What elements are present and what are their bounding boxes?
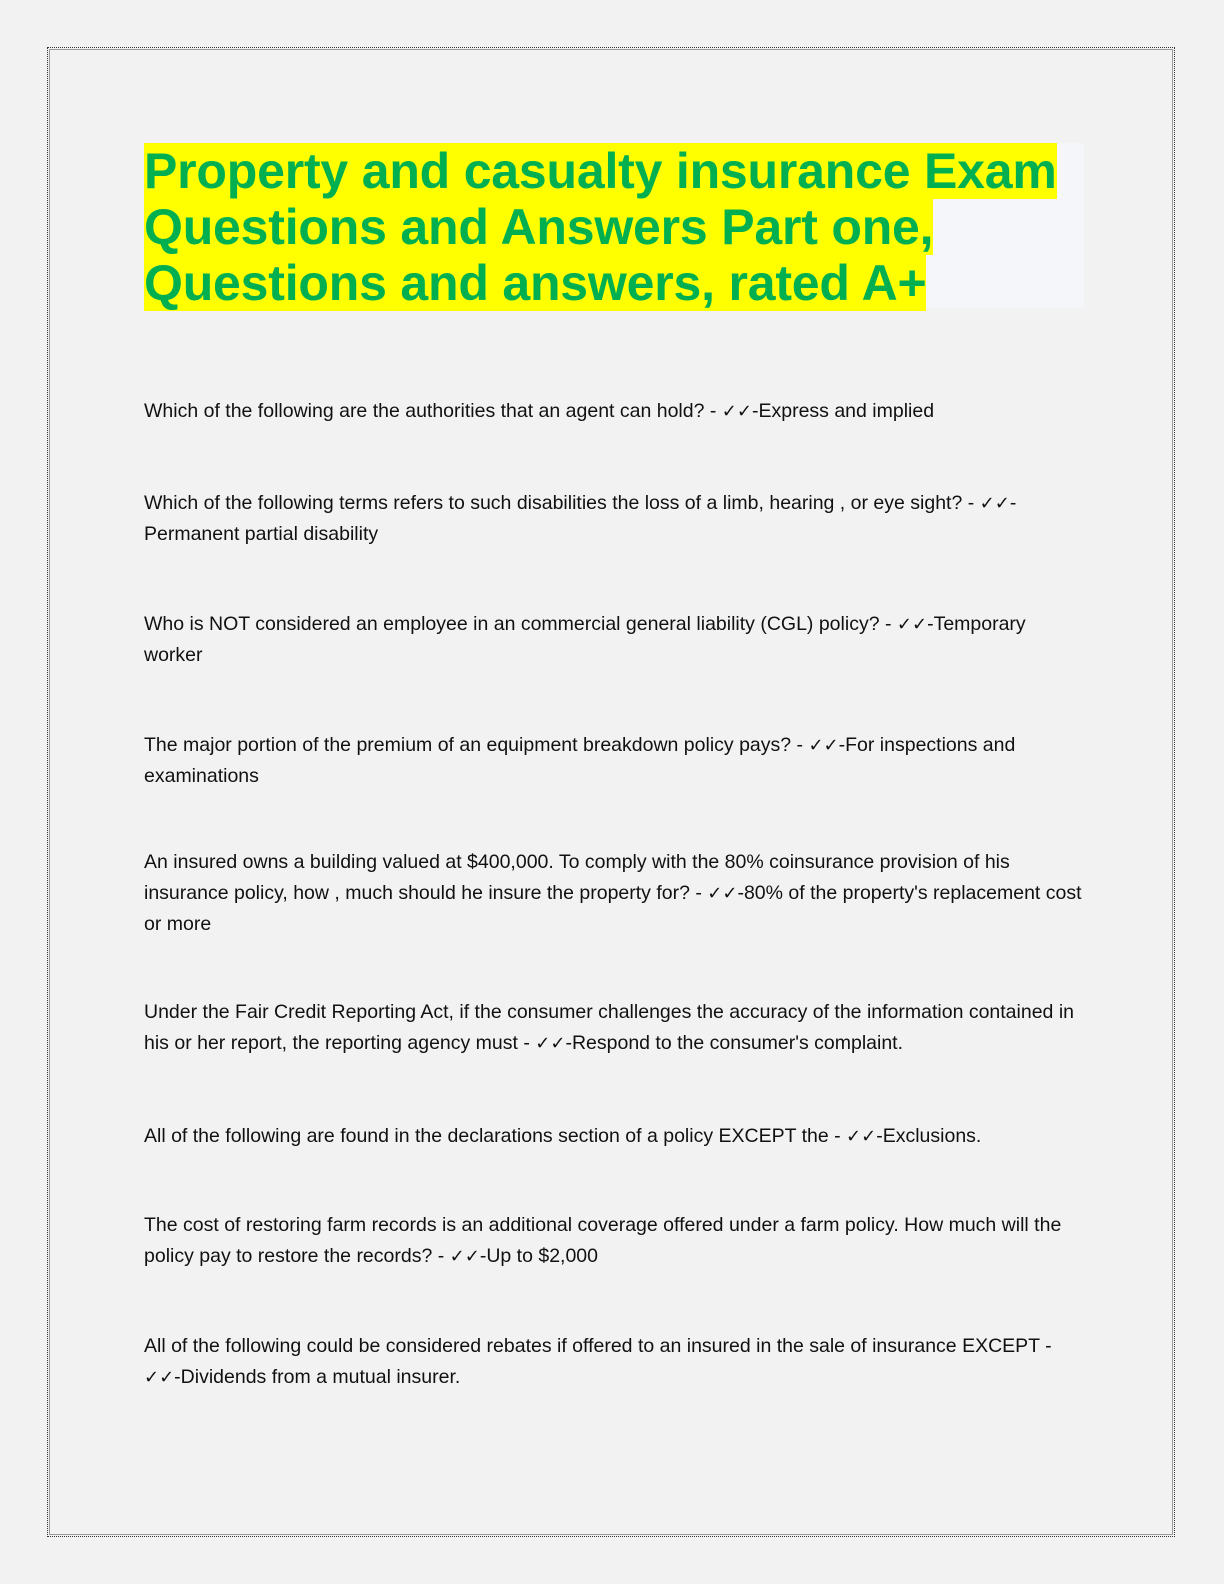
question-text: Who is NOT considered an employee in an commercial general liability (CGL) policy? xyxy=(144,613,880,635)
checkmark-icon: ✓✓ xyxy=(979,493,1010,514)
qa-item: All of the following could be considered rebates if offered to an insured in the sale of insurance EXCEPT - ✓✓-Dividends from a mutual insurer. xyxy=(144,1335,1052,1388)
title-block xyxy=(144,143,1084,311)
qa-item: The major portion of the premium of an equipment breakdown policy pays? - ✓✓-For inspections and examinations xyxy=(144,734,1016,787)
question-text: All of the following could be considered rebates if offered to an insured in the sale of insurance EXCEPT xyxy=(144,1335,1040,1357)
document-title xyxy=(144,143,1084,311)
question-text: Under the Fair Credit Reporting Act, if the consumer challenges the accuracy of the information contained in his or her report, the reporting agency must xyxy=(144,1001,1074,1054)
qa-item: Who is NOT considered an employee in an commercial general liability (CGL) policy? - ✓✓-Temporary worker xyxy=(144,613,1026,666)
qa-item: Under the Fair Credit Reporting Act, if the consumer challenges the accuracy of the information contained in his or her report, the reporting agency must - ✓✓-Respond to the consumer's complaint. xyxy=(144,1001,1074,1054)
checkmark-icon: ✓✓ xyxy=(808,735,839,756)
title-line-2: Questions and Answers Part one, xyxy=(144,199,934,255)
checkmark-icon: ✓✓ xyxy=(846,1126,877,1147)
checkmark-icon: ✓✓ xyxy=(449,1246,480,1267)
answer-text: Express and implied xyxy=(758,400,935,422)
qa-item: The cost of restoring farm records is an additional coverage offered under a farm policy. How much will the policy pay to restore the records? - ✓✓-Up to $2,000 xyxy=(144,1214,1062,1267)
title-line-1: Property and casualty insurance Exam xyxy=(144,143,1057,199)
answer-text: Exclusions. xyxy=(882,1125,982,1147)
qa-item: Which of the following are the authorities that an agent can hold? - ✓✓-Express and implied xyxy=(144,400,935,422)
question-text: Which of the following are the authorities that an agent can hold? xyxy=(144,400,705,422)
question-text: An insured owns a building valued at $400,000. To comply with the 80% coinsurance provision of his insurance policy, how , much should he insure the property for? xyxy=(144,851,1010,904)
answer-text: For inspections and examinations xyxy=(144,734,1016,787)
qa-item: Which of the following terms refers to such disabilities the loss of a limb, hearing , or eye sight? - ✓✓-Permanent partial disability xyxy=(144,492,1017,545)
answer-text: Temporary worker xyxy=(144,613,1026,666)
question-text: The cost of restoring farm records is an additional coverage offered under a farm policy. How much will the policy pay to restore the records? xyxy=(144,1214,1062,1267)
answer-text: Up to $2,000 xyxy=(486,1245,598,1267)
answer-text: Permanent partial disability xyxy=(144,523,379,545)
question-text: Which of the following terms refers to such disabilities the loss of a limb, hearing , or eye sight? xyxy=(144,492,963,514)
checkmark-icon: ✓✓ xyxy=(535,1033,566,1054)
question-text: All of the following are found in the declarations section of a policy EXCEPT the xyxy=(144,1125,829,1147)
qa-item: All of the following are found in the declarations section of a policy EXCEPT the - ✓✓-Exclusions. xyxy=(144,1125,982,1147)
title-line-3: Questions and answers, rated A+ xyxy=(144,255,927,311)
question-text: The major portion of the premium of an equipment breakdown policy pays? xyxy=(144,734,792,756)
checkmark-icon: ✓✓ xyxy=(896,614,928,635)
answer-text: Dividends from a mutual insurer. xyxy=(180,1366,461,1388)
answer-text: Respond to the consumer's complaint. xyxy=(571,1032,904,1054)
checkmark-icon: ✓✓ xyxy=(707,883,738,904)
answer-text: 80% of the property's replacement cost or more xyxy=(144,882,1082,935)
qa-item: An insured owns a building valued at $400,000. To comply with the 80% coinsurance provision of his insurance policy, how , much should he insure the property for? - ✓✓-80% of the property's replacement cost or more xyxy=(144,851,1082,935)
checkmark-icon: ✓✓ xyxy=(144,1367,175,1388)
checkmark-icon: ✓✓ xyxy=(721,401,752,422)
